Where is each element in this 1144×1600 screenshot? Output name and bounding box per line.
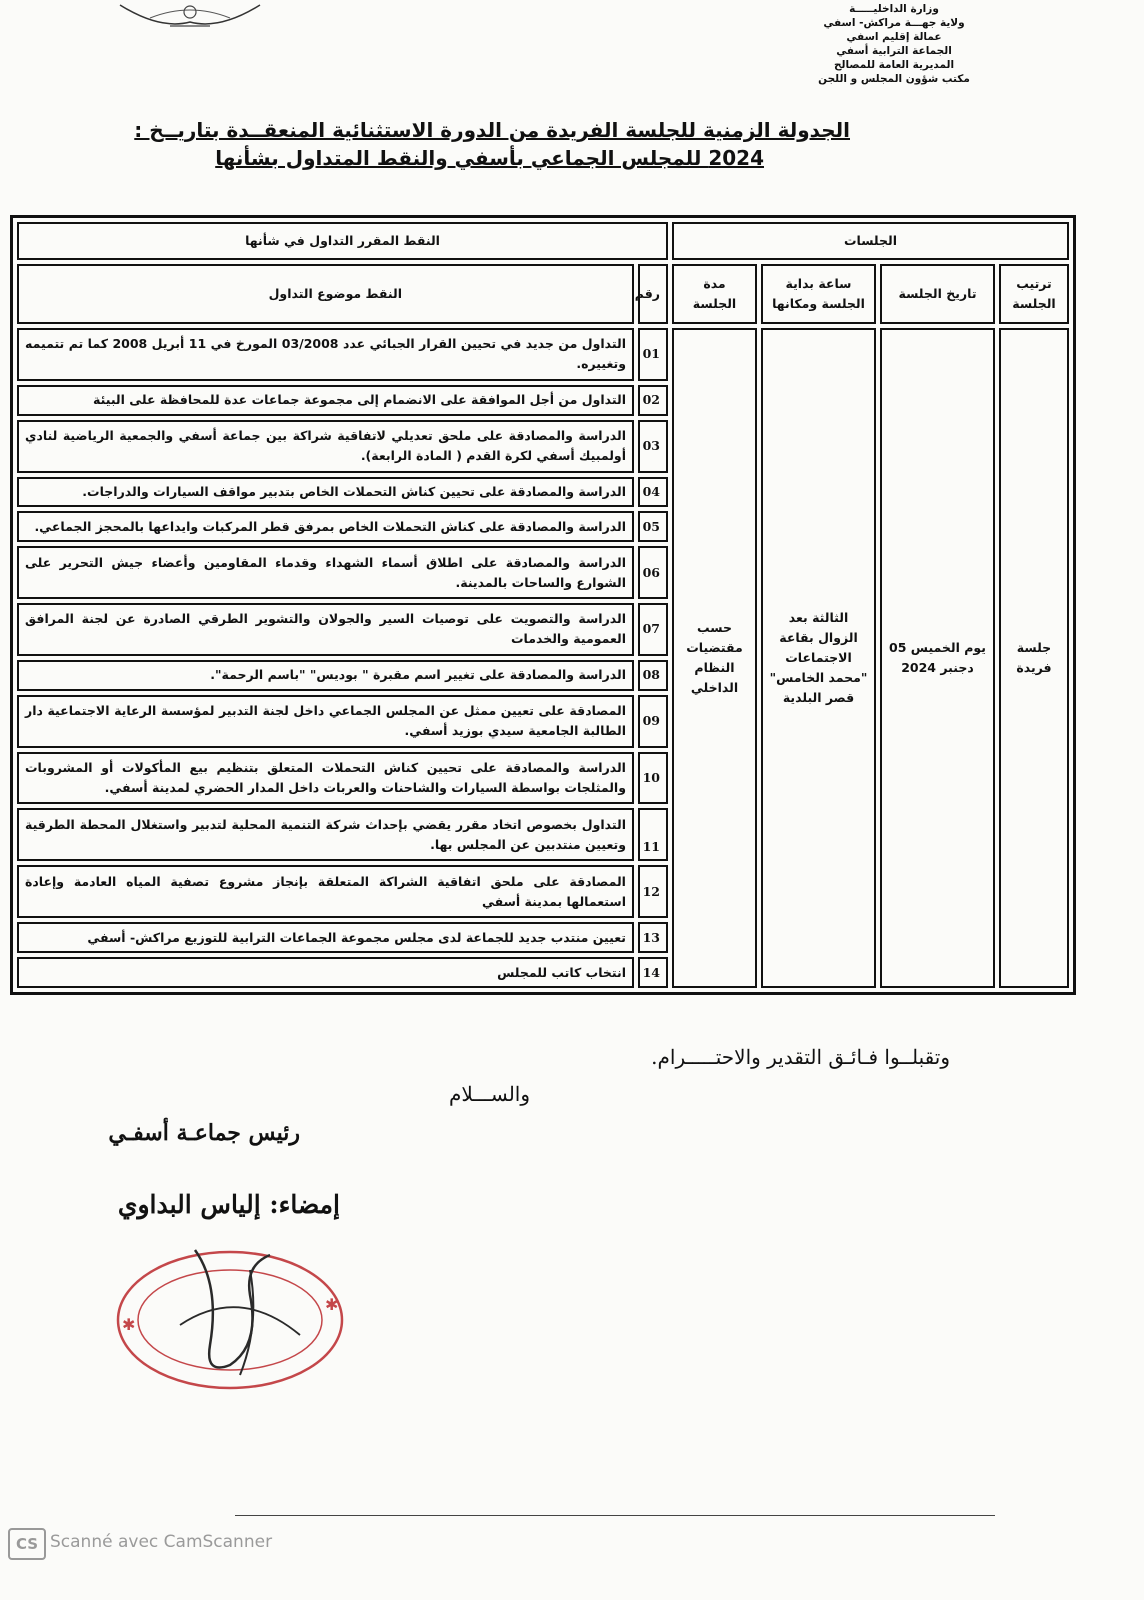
item-number: 10	[638, 752, 668, 805]
header-line: المديرية العامة للمصالح	[833, 59, 955, 71]
item-text: انتخاب كاتب للمجلس	[17, 957, 634, 988]
item-text: التداول من جديد في تحيين القرار الجبائي عدد 03/2008 المورخ في 11 أبريل 2008 كما تم تتميمه وتغييره.	[17, 328, 634, 381]
item-number: 02	[638, 385, 668, 416]
item-number: 13	[638, 922, 668, 953]
item-text: التداول بخصوص اتخاد مقرر يقضي بإحداث شركة التنمية المحلية لتدبير واستغلال المحطة الطرقية وتعيين منتدبين عن المجلس بها.	[17, 808, 634, 861]
item-text: تعيين منتدب جديد للجماعة لدى مجلس مجموعة الجماعات الترابية للتوزيع مراكش- أسفي	[17, 922, 634, 953]
camscanner-logo-icon: CS	[8, 1528, 46, 1560]
item-number: 08	[638, 660, 668, 691]
official-stamp-icon	[100, 1225, 370, 1395]
item-number: 09	[638, 695, 668, 748]
col-number-header: رقم	[638, 264, 668, 324]
president-title: رئيس جماعـة أسفـي	[108, 1120, 300, 1146]
session-time-place: الثالثة بعد الزوال بقاعة الاجتماعات "محمد الخامس" قصر البلدية	[761, 328, 876, 988]
closing-regards: وتقبلــوا فـائـق التقدير والاحتـــــرام.	[651, 1045, 950, 1069]
item-number: 01	[638, 328, 668, 381]
item-text: الدراسة والمصادقة على تحيين كناش التحملات المتعلق بتنظيم بيع المأكولات أو المشروبات والمثلجات بواسطة السيارات والشاحنات والعربات داخل المدار الحضري لمدينة أسفي.	[17, 752, 634, 805]
emblem-crest-icon	[100, 0, 280, 30]
item-text: الدراسة والمصادقة على ملحق تعديلي لاتفاقية شراكة بين جماعة أسفي والجمعية الرياضية لنادي أولمبيك أسفي لكرة القدم ( المادة الرابعة).	[17, 420, 634, 473]
title-line-2: 2024 للمجلس الجماعي بأسفي والنقط المتداول بشأنها	[215, 146, 764, 170]
item-text: الدراسة والتصويت على توصيات السير والجولان والتشوير الطرقي الصادرة عن لجنة المرافق العمومية والخدمات	[17, 603, 634, 656]
header-line: ولاية جهـــة مراكش- اسفي	[823, 17, 965, 29]
header-line: وزارة الداخليـــــة	[849, 3, 939, 15]
item-text: المصادقة على ملحق اتفاقية الشراكة المتعلقة بإنجاز مشروع تصفية المياه العادمة وإعادة استعمالها بمدينة أسفي	[17, 865, 634, 918]
document-title	[134, 116, 850, 172]
session-duration: حسب مقتضيات النظام الداخلي	[672, 328, 757, 988]
footer-divider	[235, 1515, 995, 1516]
item-number: 04	[638, 477, 668, 508]
item-text: المصادقة على تعيين ممثل عن المجلس الجماعي داخل لجنة التدبير لمؤسسة الرعاية الاجتماعية دار الطالبة الجامعية سيدي بوزيد أسفي.	[17, 695, 634, 748]
header-line: عمالة إقليم اسفي	[846, 31, 942, 43]
item-number: 12	[638, 865, 668, 918]
item-text: الدراسة والمصادقة على تغيير اسم مقبرة " بوديس" "باسم الرحمة".	[17, 660, 634, 691]
signed-by: إمضاء: إلياس البداوي	[117, 1190, 340, 1219]
item-text: الدراسة والمصادقة على كناش التحملات الخاص بمرفق قطر المركبات وايداعها بالمحجز الجماعي.	[17, 511, 634, 542]
item-number: 14	[638, 957, 668, 988]
schedule-table	[10, 215, 1076, 995]
item-number: 05	[638, 511, 668, 542]
col-date-header: تاريخ الجلسة	[880, 264, 995, 324]
closing-salutation: والســـلام	[448, 1082, 530, 1106]
item-text: الدراسة والمصادقة على تحيين كناش التحملات الخاص بتدبير مواقف السيارات والدراجات.	[17, 477, 634, 508]
header-line: مكتب شؤون المجلس و اللجن	[818, 73, 970, 85]
col-duration-header: مدة الجلسة	[672, 264, 757, 324]
session-date: يوم الخميس 05 دجنبر 2024	[880, 328, 995, 988]
col-order-header: ترتيب الجلسة	[999, 264, 1069, 324]
item-number: 11	[638, 808, 668, 861]
item-number: 06	[638, 546, 668, 599]
table-row	[17, 328, 1069, 381]
item-text: التداول من أجل الموافقة على الانضمام إلى مجموعة جماعات عدة للمحافظة على البيئة	[17, 385, 634, 416]
header-line: الجماعة الترابية أسفي	[836, 45, 952, 57]
item-number: 07	[638, 603, 668, 656]
col-time-header: ساعة بداية الجلسة ومكانها	[761, 264, 876, 324]
sessions-header: الجلسات	[672, 222, 1069, 260]
item-number: 03	[638, 420, 668, 473]
camscanner-watermark: Scanné avec CamScanner	[50, 1532, 273, 1552]
ministry-header	[794, 2, 994, 86]
svg-text:✱: ✱	[122, 1315, 136, 1334]
item-text: الدراسة والمصادقة على اطلاق أسماء الشهداء وقدماء المقاومين وأعضاء جيش التحرير على الشوارع والساحات بالمدينة.	[17, 546, 634, 599]
points-header: النقط المقرر التداول في شأنها	[17, 222, 668, 260]
svg-text:✱: ✱	[325, 1295, 339, 1314]
col-topic-header: النقط موضوع التداول	[17, 264, 634, 324]
title-line-1: الجدولة الزمنية للجلسة الفريدة من الدورة الاستثنائية المنعقــدة بتاريــخ :	[134, 118, 850, 142]
session-order: جلسة فريدة	[999, 328, 1069, 988]
